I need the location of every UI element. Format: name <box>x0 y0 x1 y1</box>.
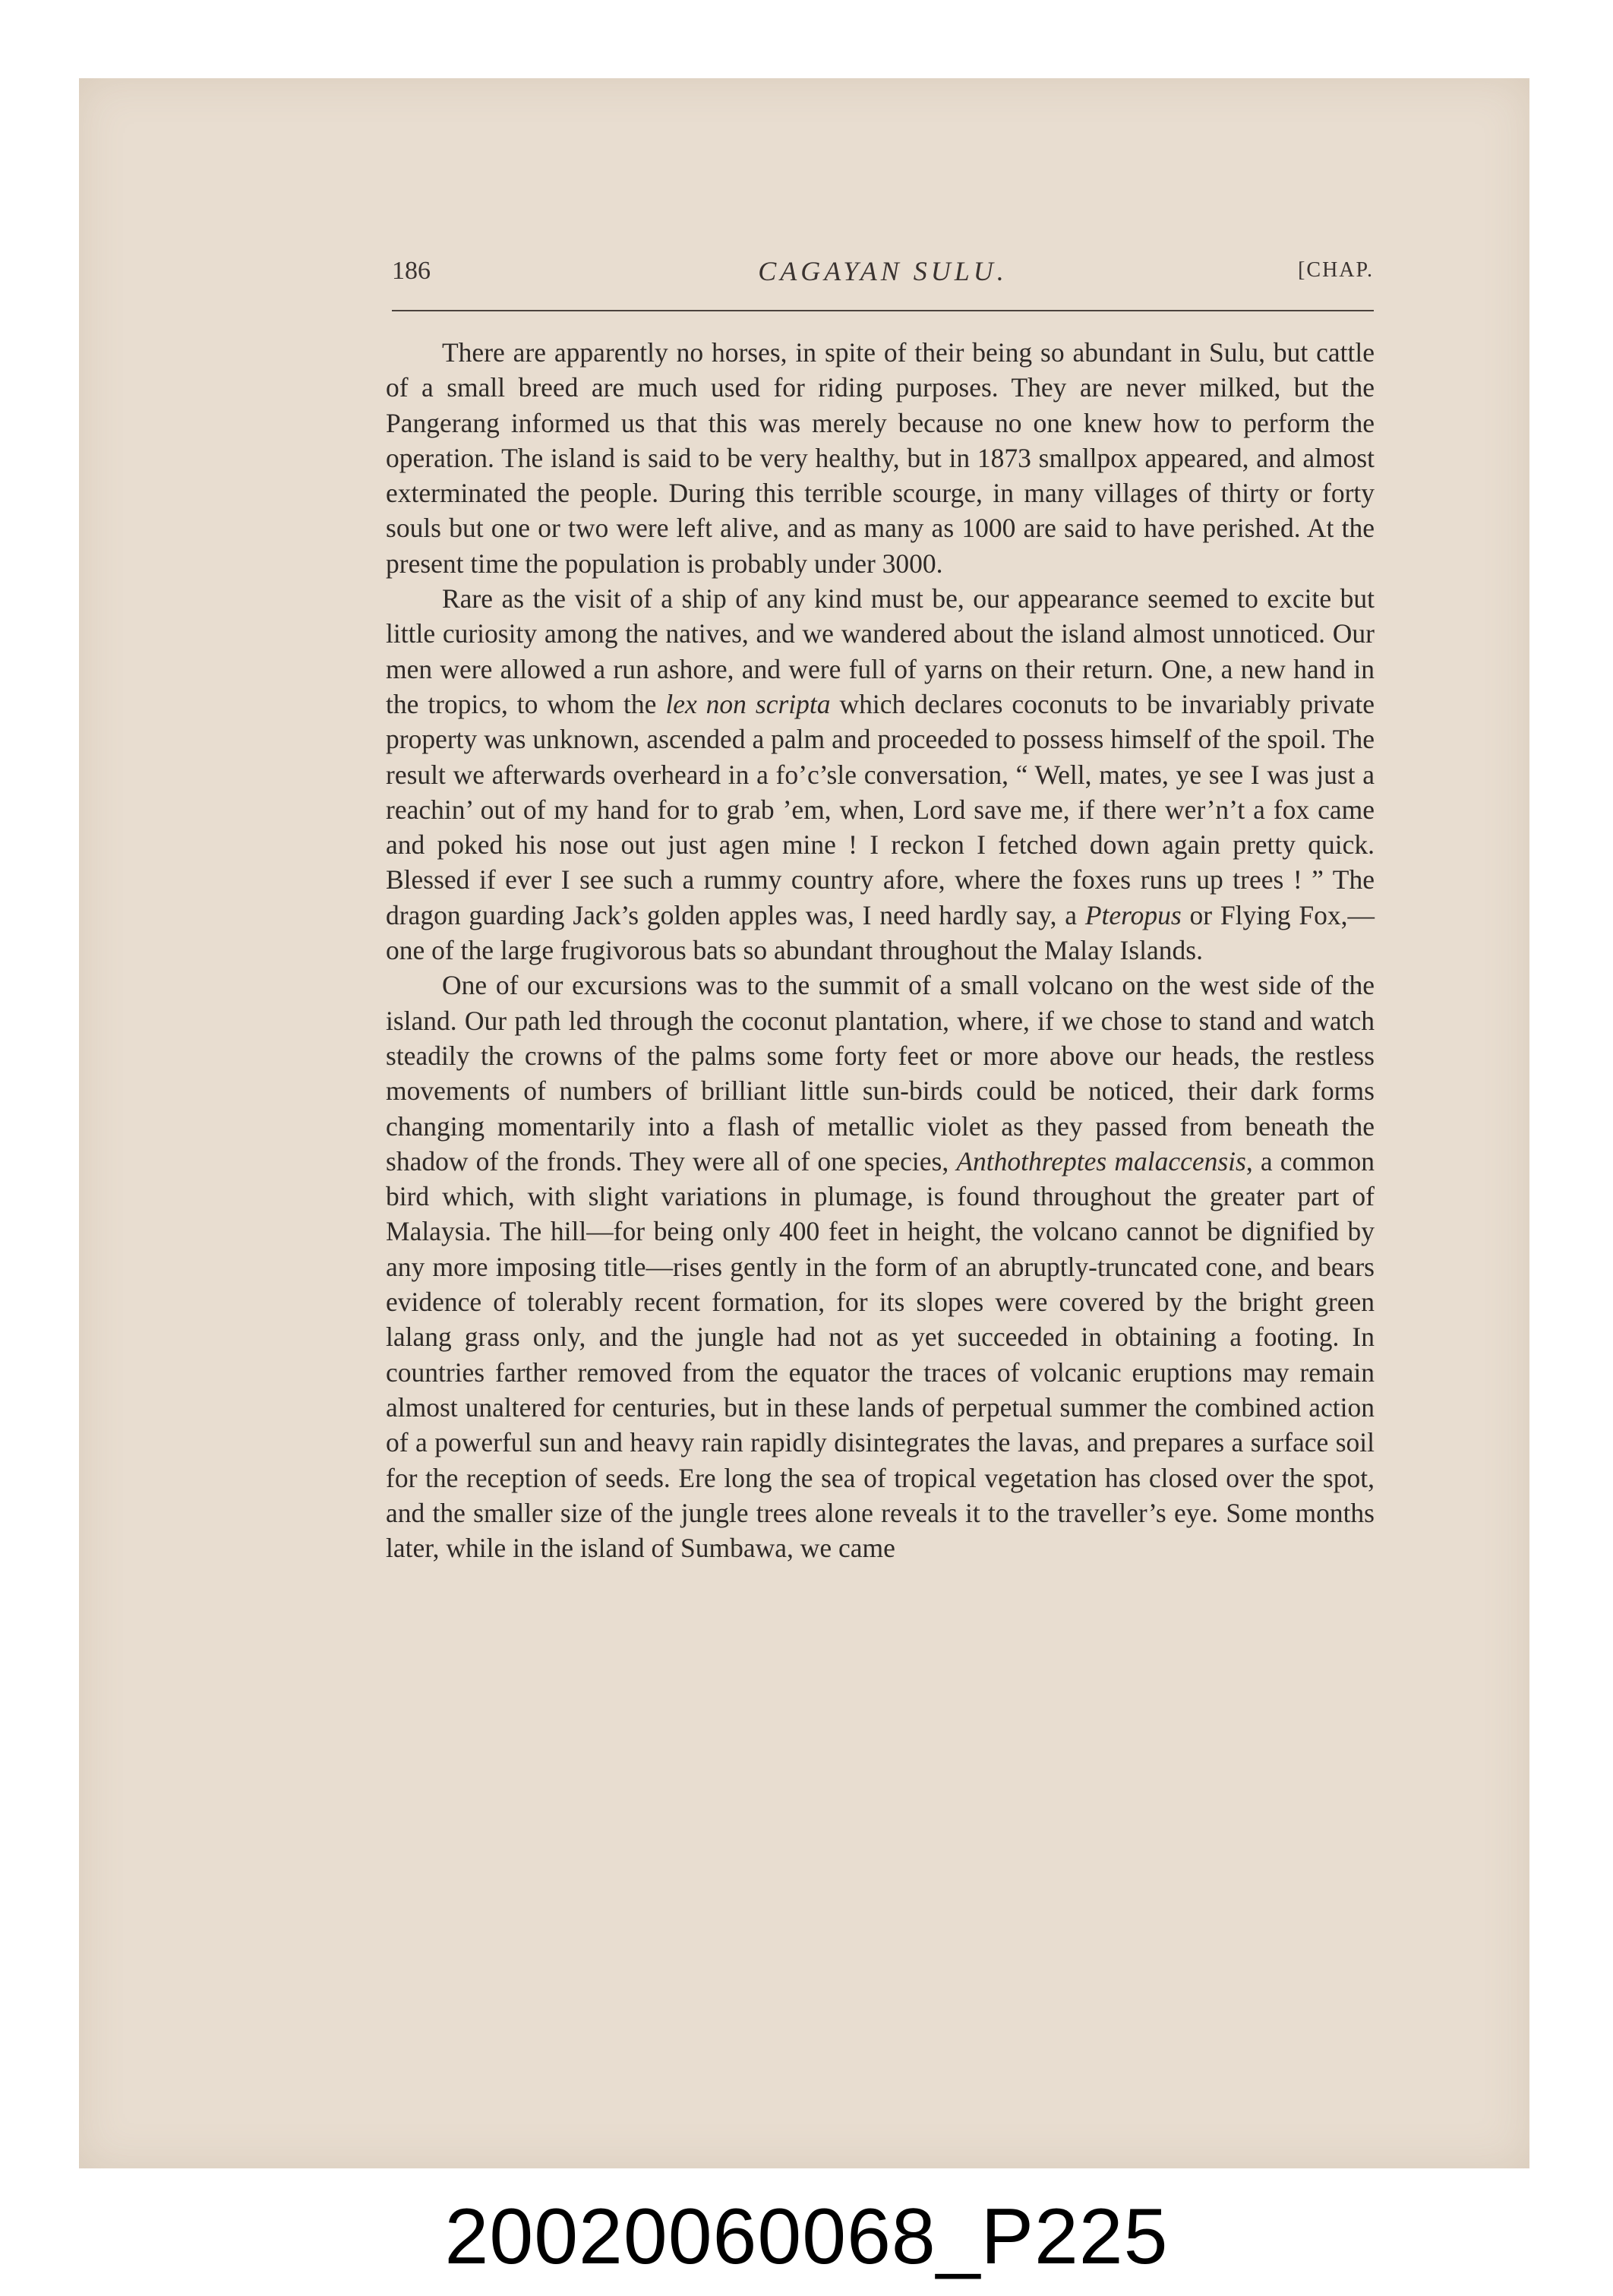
text-run: , a common bird which, with slight variations in plumage, is found throughout the greater part of Malaysia. The hill—for being only 400 feet in height, the volcano cannot be dignified by any more imposing title—rises gently in the form of an abruptly-truncated cone, and bears evidence of tolerably recent formation, for its slopes were covered by the bright green lalang grass only, and the jungle had not as yet succeeded in obtaining a footing. In countries farther removed from the equator the traces of volcanic eruptions may remain almost unaltered for centuries, but in these lands of perpetual summer the combined action of a powerful sun and heavy rain rapidly disintegrates the lavas, and prepares a surface soil for the reception of seeds. Ere long the sea of tropical vegetation has closed over the spot, and the smaller size of the jungle trees alone reveals it to the traveller’s eye. Some months later, while in the island of Sumbawa, we came <box>386 1145 1375 1564</box>
chapter-mark: [CHAP. <box>1298 258 1374 282</box>
running-head <box>392 251 1374 296</box>
chapter-title: CAGAYAN SULU. <box>758 256 1008 286</box>
italic-genus: Pteropus <box>1084 899 1182 930</box>
text-run: or Flying Fox,—one of the large frugivorous bats so abundant throughout the Malay Islands. <box>386 899 1375 966</box>
header-rule <box>392 310 1374 311</box>
paragraph <box>386 968 1375 1565</box>
body-text <box>386 335 1375 1565</box>
italic-species: Anthothreptes malaccensis <box>956 1145 1246 1176</box>
paragraph <box>386 581 1375 968</box>
text-run: There are apparently no horses, in spite of their being so abundant in Sulu, but cattle of a small breed are much used for riding purposes. They are never milked, but the Pangerang informed us that this was merely because no one knew how to perform the operation. The island is said to be very healthy, but in 1873 smallpox appeared, and almost exterminated the people. During this terrible scourge, in many villages of thirty or forty souls but one or two were left alive, and as many as 1000 are said to have perished. At the present time the population is probably under 3000. <box>386 337 1375 579</box>
text-run: which declares coconuts to be invariably private property was unknown, ascended a palm and proceeded to possess himself of the spoil. The result we afterwards overheard in a fo’c’sle conversation, “ Well, mates, ye see I was just a reachin’ out of my hand for to grab ’em, when, Lord save me, if there wer’n’t a fox came and poked his nose out just agen mine ! I reckon I fetched down again pretty quick. Blessed if ever I see such a rummy country afore, where the foxes runs up trees ! ” The dragon guarding Jack’s golden apples was, I need hardly say, a <box>386 688 1375 930</box>
italic-phrase: lex non scripta <box>665 688 831 719</box>
page-number: 186 <box>392 257 431 285</box>
paragraph <box>386 335 1375 581</box>
catalog-id: 20020060068_P225 <box>444 2193 1169 2281</box>
text-run: One of our excursions was to the summit of a small volcano on the west side of the island. Our path led through the coconut plantation, where, if we chose to stand and watch steadily the crowns of the palms some forty feet or more above our heads, the restless movements of numbers of brilliant little sun-birds could be noticed, their dark forms changing momentarily into a flash of metallic violet as they passed from beneath the shadow of the fronds. They were all of one species, <box>386 970 1375 1176</box>
text-run: Rare as the visit of a ship of any kind must be, our appearance seemed to excite but little curiosity among the natives, and we wandered about the island almost unnoticed. Our men were allowed a run ashore, and were full of yarns on their return. One, a new hand in the tropics, to whom the <box>386 583 1375 719</box>
